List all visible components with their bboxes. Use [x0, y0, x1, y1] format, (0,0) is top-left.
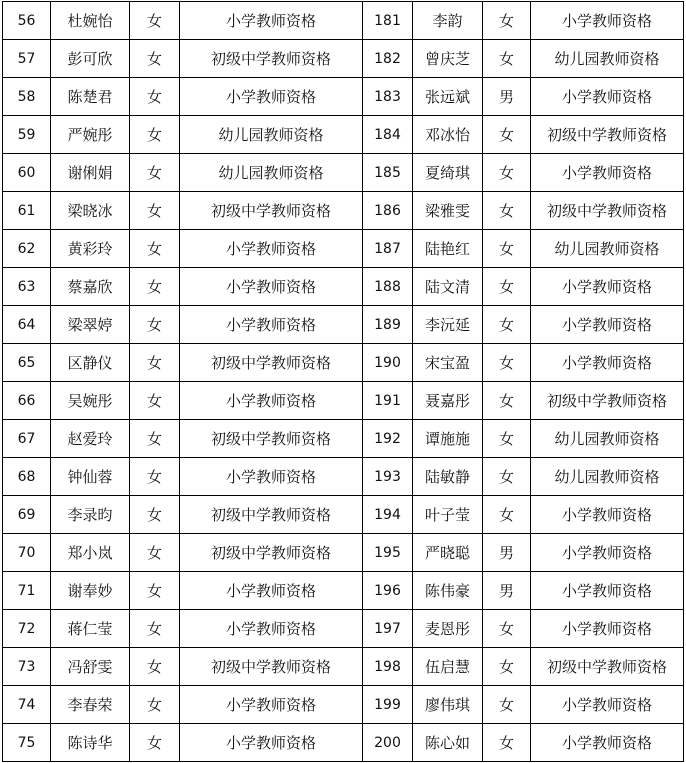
- left-name-cell: 杜婉怡: [51, 2, 130, 40]
- left-qualification-cell: 幼儿园教师资格: [180, 154, 363, 192]
- right-qualification-cell: 初级中学教师资格: [531, 648, 684, 686]
- table-row: [3, 78, 684, 116]
- table-row: [3, 420, 684, 458]
- right-record-number: 194: [363, 496, 413, 534]
- left-gender-cell: 女: [130, 306, 180, 344]
- left-name-cell: 陈诗华: [51, 724, 130, 762]
- left-name-cell: 赵爱玲: [51, 420, 130, 458]
- right-record-number: 181: [363, 2, 413, 40]
- right-record-number: 193: [363, 458, 413, 496]
- left-name-cell: 郑小岚: [51, 534, 130, 572]
- left-gender-cell: 女: [130, 40, 180, 78]
- left-record-number: 69: [3, 496, 51, 534]
- roster-table: [2, 1, 684, 762]
- right-gender-cell: 女: [483, 344, 531, 382]
- right-gender-cell: 女: [483, 382, 531, 420]
- table-row: [3, 230, 684, 268]
- left-qualification-cell: 小学教师资格: [180, 2, 363, 40]
- right-record-number: 183: [363, 78, 413, 116]
- right-name-cell: 梁雅雯: [413, 192, 483, 230]
- left-gender-cell: 女: [130, 496, 180, 534]
- left-gender-cell: 女: [130, 116, 180, 154]
- left-record-number: 71: [3, 572, 51, 610]
- table-row: [3, 572, 684, 610]
- left-qualification-cell: 初级中学教师资格: [180, 192, 363, 230]
- left-qualification-cell: 小学教师资格: [180, 230, 363, 268]
- left-gender-cell: 女: [130, 610, 180, 648]
- left-qualification-cell: 小学教师资格: [180, 306, 363, 344]
- right-name-cell: 李沅延: [413, 306, 483, 344]
- right-gender-cell: 男: [483, 534, 531, 572]
- left-gender-cell: 女: [130, 458, 180, 496]
- right-record-number: 182: [363, 40, 413, 78]
- right-gender-cell: 女: [483, 230, 531, 268]
- left-name-cell: 蒋仁莹: [51, 610, 130, 648]
- table-row: [3, 344, 684, 382]
- right-qualification-cell: 小学教师资格: [531, 78, 684, 116]
- left-gender-cell: 女: [130, 2, 180, 40]
- left-record-number: 67: [3, 420, 51, 458]
- left-gender-cell: 女: [130, 192, 180, 230]
- right-name-cell: 邓冰怡: [413, 116, 483, 154]
- table-row: [3, 268, 684, 306]
- left-gender-cell: 女: [130, 78, 180, 116]
- right-qualification-cell: 小学教师资格: [531, 724, 684, 762]
- right-gender-cell: 男: [483, 572, 531, 610]
- table-row: [3, 192, 684, 230]
- right-gender-cell: 女: [483, 2, 531, 40]
- left-name-cell: 谢奉妙: [51, 572, 130, 610]
- left-record-number: 59: [3, 116, 51, 154]
- left-qualification-cell: 幼儿园教师资格: [180, 116, 363, 154]
- right-gender-cell: 女: [483, 458, 531, 496]
- right-name-cell: 麦恩彤: [413, 610, 483, 648]
- right-qualification-cell: 幼儿园教师资格: [531, 40, 684, 78]
- right-qualification-cell: 小学教师资格: [531, 534, 684, 572]
- left-qualification-cell: 小学教师资格: [180, 268, 363, 306]
- left-record-number: 74: [3, 686, 51, 724]
- table-row: [3, 686, 684, 724]
- right-name-cell: 聂嘉彤: [413, 382, 483, 420]
- right-record-number: 189: [363, 306, 413, 344]
- right-qualification-cell: 小学教师资格: [531, 572, 684, 610]
- right-gender-cell: 女: [483, 40, 531, 78]
- right-qualification-cell: 小学教师资格: [531, 154, 684, 192]
- left-name-cell: 区静仪: [51, 344, 130, 382]
- right-record-number: 191: [363, 382, 413, 420]
- right-qualification-cell: 小学教师资格: [531, 496, 684, 534]
- left-qualification-cell: 初级中学教师资格: [180, 420, 363, 458]
- right-name-cell: 陆艳红: [413, 230, 483, 268]
- left-gender-cell: 女: [130, 230, 180, 268]
- left-record-number: 64: [3, 306, 51, 344]
- left-gender-cell: 女: [130, 344, 180, 382]
- right-record-number: 199: [363, 686, 413, 724]
- left-name-cell: 彭可欣: [51, 40, 130, 78]
- left-name-cell: 吴婉彤: [51, 382, 130, 420]
- left-qualification-cell: 小学教师资格: [180, 458, 363, 496]
- left-gender-cell: 女: [130, 572, 180, 610]
- right-record-number: 184: [363, 116, 413, 154]
- left-record-number: 58: [3, 78, 51, 116]
- table-row: [3, 496, 684, 534]
- left-name-cell: 陈楚君: [51, 78, 130, 116]
- right-name-cell: 陈心如: [413, 724, 483, 762]
- table-row: [3, 306, 684, 344]
- right-name-cell: 张远斌: [413, 78, 483, 116]
- right-qualification-cell: 小学教师资格: [531, 344, 684, 382]
- right-gender-cell: 女: [483, 306, 531, 344]
- left-name-cell: 谢俐娟: [51, 154, 130, 192]
- right-gender-cell: 女: [483, 724, 531, 762]
- right-gender-cell: 女: [483, 648, 531, 686]
- right-record-number: 197: [363, 610, 413, 648]
- left-gender-cell: 女: [130, 268, 180, 306]
- right-qualification-cell: 小学教师资格: [531, 306, 684, 344]
- right-record-number: 200: [363, 724, 413, 762]
- right-record-number: 187: [363, 230, 413, 268]
- left-record-number: 61: [3, 192, 51, 230]
- right-qualification-cell: 初级中学教师资格: [531, 116, 684, 154]
- left-qualification-cell: 初级中学教师资格: [180, 496, 363, 534]
- left-name-cell: 梁翠婷: [51, 306, 130, 344]
- right-name-cell: 谭施施: [413, 420, 483, 458]
- right-name-cell: 陆文清: [413, 268, 483, 306]
- left-name-cell: 李录昀: [51, 496, 130, 534]
- left-gender-cell: 女: [130, 648, 180, 686]
- table-row: [3, 116, 684, 154]
- right-qualification-cell: 幼儿园教师资格: [531, 458, 684, 496]
- right-qualification-cell: 小学教师资格: [531, 2, 684, 40]
- right-record-number: 198: [363, 648, 413, 686]
- right-name-cell: 伍启慧: [413, 648, 483, 686]
- right-record-number: 185: [363, 154, 413, 192]
- left-record-number: 65: [3, 344, 51, 382]
- left-qualification-cell: 初级中学教师资格: [180, 344, 363, 382]
- table-row: [3, 534, 684, 572]
- left-record-number: 73: [3, 648, 51, 686]
- left-gender-cell: 女: [130, 534, 180, 572]
- left-record-number: 62: [3, 230, 51, 268]
- right-qualification-cell: 初级中学教师资格: [531, 382, 684, 420]
- right-record-number: 188: [363, 268, 413, 306]
- right-gender-cell: 女: [483, 116, 531, 154]
- table-row: [3, 458, 684, 496]
- left-gender-cell: 女: [130, 420, 180, 458]
- right-record-number: 186: [363, 192, 413, 230]
- table-row: [3, 610, 684, 648]
- left-qualification-cell: 小学教师资格: [180, 382, 363, 420]
- right-name-cell: 曾庆芝: [413, 40, 483, 78]
- left-record-number: 66: [3, 382, 51, 420]
- right-qualification-cell: 小学教师资格: [531, 610, 684, 648]
- left-record-number: 63: [3, 268, 51, 306]
- left-qualification-cell: 小学教师资格: [180, 724, 363, 762]
- table-row: [3, 2, 684, 40]
- right-gender-cell: 男: [483, 78, 531, 116]
- left-gender-cell: 女: [130, 686, 180, 724]
- right-qualification-cell: 小学教师资格: [531, 268, 684, 306]
- left-qualification-cell: 小学教师资格: [180, 572, 363, 610]
- right-gender-cell: 女: [483, 154, 531, 192]
- table-row: [3, 648, 684, 686]
- right-gender-cell: 女: [483, 496, 531, 534]
- left-qualification-cell: 小学教师资格: [180, 686, 363, 724]
- left-name-cell: 冯舒雯: [51, 648, 130, 686]
- left-record-number: 72: [3, 610, 51, 648]
- right-record-number: 192: [363, 420, 413, 458]
- right-gender-cell: 女: [483, 420, 531, 458]
- left-gender-cell: 女: [130, 724, 180, 762]
- right-gender-cell: 女: [483, 268, 531, 306]
- right-name-cell: 夏绮琪: [413, 154, 483, 192]
- right-name-cell: 陈伟豪: [413, 572, 483, 610]
- left-qualification-cell: 初级中学教师资格: [180, 648, 363, 686]
- right-record-number: 195: [363, 534, 413, 572]
- right-gender-cell: 女: [483, 192, 531, 230]
- right-name-cell: 廖伟琪: [413, 686, 483, 724]
- roster-body: [3, 2, 684, 762]
- right-name-cell: 李韵: [413, 2, 483, 40]
- right-name-cell: 严晓聪: [413, 534, 483, 572]
- left-record-number: 68: [3, 458, 51, 496]
- right-gender-cell: 女: [483, 686, 531, 724]
- left-record-number: 56: [3, 2, 51, 40]
- right-name-cell: 叶子莹: [413, 496, 483, 534]
- left-qualification-cell: 初级中学教师资格: [180, 534, 363, 572]
- right-qualification-cell: 幼儿园教师资格: [531, 230, 684, 268]
- right-gender-cell: 女: [483, 610, 531, 648]
- left-name-cell: 黄彩玲: [51, 230, 130, 268]
- left-name-cell: 严婉彤: [51, 116, 130, 154]
- left-record-number: 70: [3, 534, 51, 572]
- left-name-cell: 蔡嘉欣: [51, 268, 130, 306]
- right-name-cell: 宋宝盈: [413, 344, 483, 382]
- left-record-number: 60: [3, 154, 51, 192]
- right-name-cell: 陆敏静: [413, 458, 483, 496]
- left-qualification-cell: 小学教师资格: [180, 78, 363, 116]
- left-gender-cell: 女: [130, 154, 180, 192]
- left-record-number: 75: [3, 724, 51, 762]
- table-row: [3, 382, 684, 420]
- right-qualification-cell: 小学教师资格: [531, 686, 684, 724]
- right-qualification-cell: 初级中学教师资格: [531, 192, 684, 230]
- table-row: [3, 40, 684, 78]
- right-record-number: 196: [363, 572, 413, 610]
- left-name-cell: 梁晓冰: [51, 192, 130, 230]
- left-qualification-cell: 小学教师资格: [180, 610, 363, 648]
- left-qualification-cell: 初级中学教师资格: [180, 40, 363, 78]
- right-qualification-cell: 幼儿园教师资格: [531, 420, 684, 458]
- left-record-number: 57: [3, 40, 51, 78]
- left-name-cell: 钟仙蓉: [51, 458, 130, 496]
- table-row: [3, 154, 684, 192]
- left-name-cell: 李春荣: [51, 686, 130, 724]
- left-gender-cell: 女: [130, 382, 180, 420]
- right-record-number: 190: [363, 344, 413, 382]
- table-row: [3, 724, 684, 762]
